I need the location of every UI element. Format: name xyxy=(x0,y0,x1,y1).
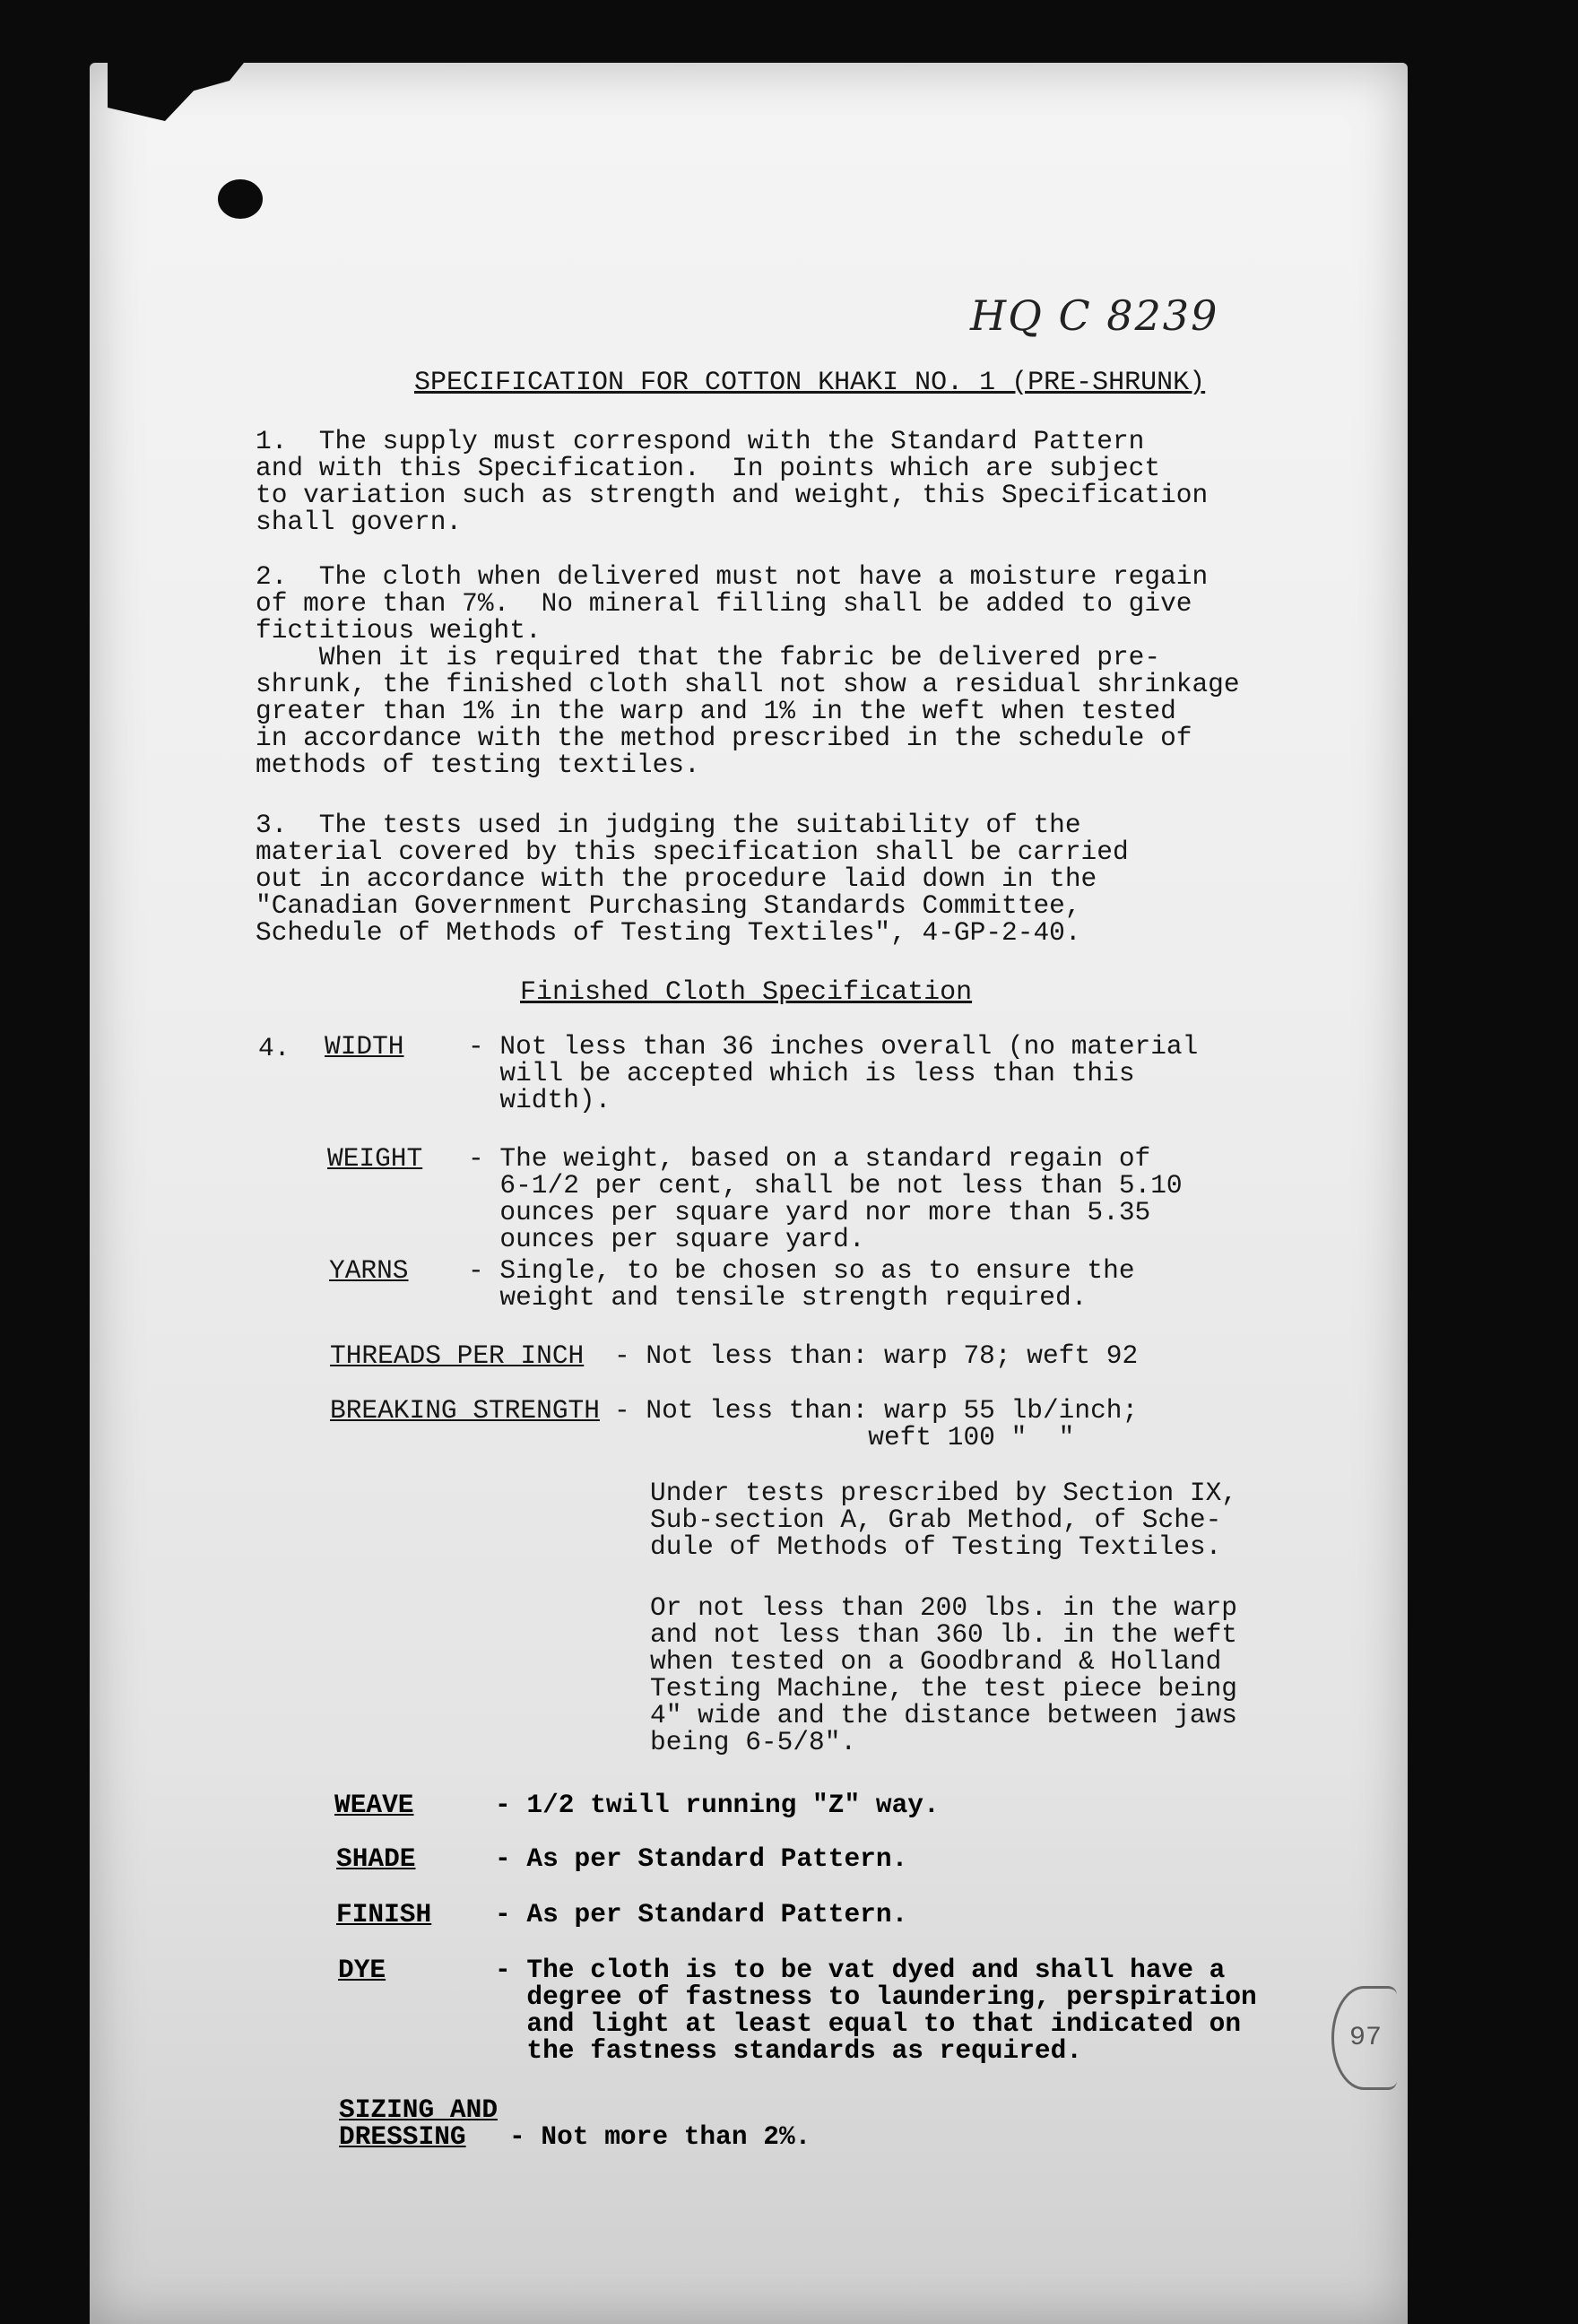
sizing-text: - Not more than 2%. xyxy=(509,2121,811,2152)
width-label: WIDTH xyxy=(325,1031,404,1062)
shade-text: - As per Standard Pattern. xyxy=(495,1843,908,1874)
breaking-text: - Not less than: warp 55 lb/inch; weft 100 " " xyxy=(614,1395,1139,1452)
threads-text: - Not less than: warp 78; weft 92 xyxy=(614,1340,1139,1371)
weave-label: WEAVE xyxy=(334,1790,414,1820)
paragraph-3: 3. The tests used in judging the suitability of the material covered by this specification shall be carried out in accordance with the procedure laid down in the "Canadian Government Purchasing Standards Committee, Schedule of Methods of Testing Textiles", 4-GP-2-40. xyxy=(256,810,1129,948)
handwritten-reference: HQ C 8239 xyxy=(970,291,1219,340)
page-number-stamp: 97 xyxy=(1331,1986,1397,2090)
finish-label: FINISH xyxy=(336,1899,432,1929)
breaking-note-1: Under tests prescribed by Section IX, Sub-section A, Grab Method, of Sche- dule of Methods of Testing Textiles. xyxy=(650,1478,1238,1562)
weave-text: - 1/2 twill running "Z" way. xyxy=(495,1790,940,1820)
yarns-text: - Single, to be chosen so as to ensure the weight and tensile strength required. xyxy=(468,1255,1135,1313)
breaking-label: BREAKING STRENGTH xyxy=(330,1395,600,1426)
sizing-label: SIZING AND DRESSING xyxy=(339,2094,499,2152)
width-text: - Not less than 36 inches overall (no material will be accepted which is less than this width). xyxy=(468,1031,1199,1115)
weight-text: - The weight, based on a standard regain of 6-1/2 per cent, shall be not less than 5.10 ounces per square yard nor more than 5.35 ounces per square yard. xyxy=(468,1143,1183,1254)
section-number: 4. xyxy=(258,1033,290,1063)
document-title: SPECIFICATION FOR COTTON KHAKI NO. 1 (PRE-SHRUNK) xyxy=(414,368,1206,398)
dye-text: - The cloth is to be vat dyed and shall have a degree of fastness to laundering, perspiration and light at least equal to that indicated on the fastness standards as required. xyxy=(495,1955,1257,2066)
yarns-label: YARNS xyxy=(329,1255,409,1286)
paragraph-2b: When it is required that the fabric be delivered pre- shrunk, the finished cloth shall not show a residual shrinkage greater than 1% in the warp and 1% in the weft when tested in accordance with the method prescribed in the schedule of methods of testing textiles. xyxy=(256,642,1240,780)
paragraph-2a: 2. The cloth when delivered must not have a moisture regain of more than 7%. No mineral filling shall be added to give fictitious weight. xyxy=(256,561,1209,646)
breaking-note-2: Or not less than 200 lbs. in the warp and not less than 360 lb. in the weft when tested on a Goodbrand & Holland Testing Machine, the test piece being 4" wide and the distance between jaws being 6-5/8". xyxy=(650,1592,1238,1757)
paragraph-1: 1. The supply must correspond with the Standard Pattern and with this Specification. In points which are subject to variation such as strength and weight, this Specification shall govern. xyxy=(256,426,1209,537)
section-subtitle: Finished Cloth Specification xyxy=(520,977,973,1008)
weight-label: WEIGHT xyxy=(327,1143,423,1174)
dye-label: DYE xyxy=(338,1955,386,1985)
threads-label: THREADS PER INCH xyxy=(330,1340,585,1371)
finish-text: - As per Standard Pattern. xyxy=(495,1899,908,1929)
punch-hole xyxy=(218,179,263,219)
shade-label: SHADE xyxy=(336,1843,416,1874)
